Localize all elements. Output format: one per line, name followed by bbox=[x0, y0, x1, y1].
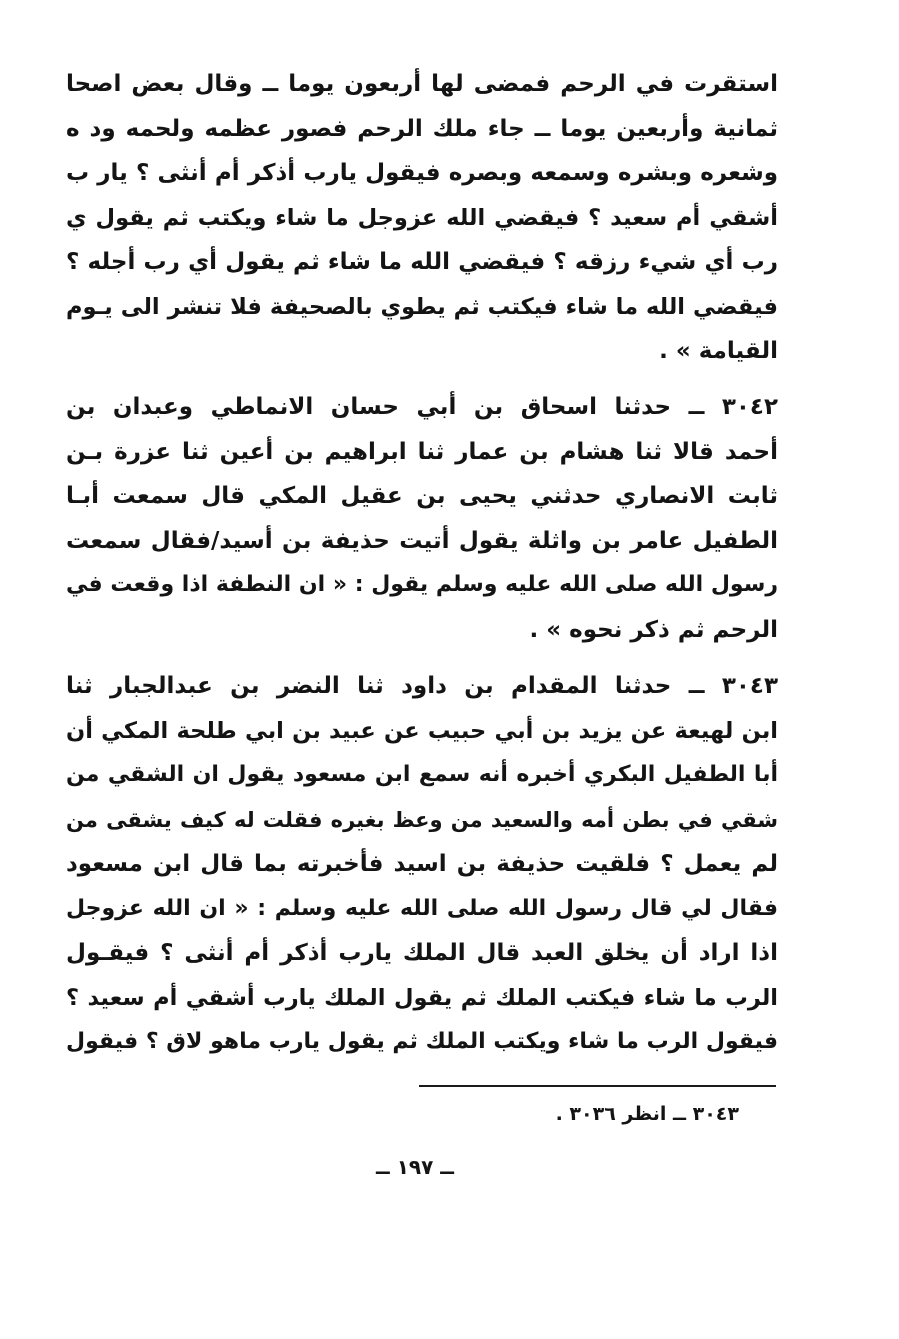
paragraph-1 bbox=[66, 62, 778, 374]
page-number: ــ ١٩٧ ــ bbox=[376, 1155, 454, 1179]
text-line: رب أي شيء رزقه ؟ فيقضي الله ما شاء ثم يقول أي رب أجله ؟ bbox=[66, 249, 778, 275]
text-line: ٣٠٤٢ ــ حدثنا اسحاق بن أبي حسان الانماطي وعبدان بن bbox=[66, 394, 778, 420]
hadith-3042 bbox=[66, 385, 778, 652]
footnote-divider bbox=[419, 1085, 776, 1087]
footnote: ٣٠٤٣ ــ انظر ٣٠٣٦ . bbox=[555, 1103, 739, 1125]
text-line: ثمانية وأربعين يوما ــ جاء ملك الرحم فصور عظمه ولحمه ود ه bbox=[66, 115, 778, 142]
text-line: لم يعمل ؟ فلقيت حذيفة بن اسيد فأخبرته بما قال ابن مسعود bbox=[66, 851, 778, 877]
text-line: ابن لهيعة عن يزيد بن أبي حبيب عن عبيد بن ابي طلحة المكي أن bbox=[66, 717, 778, 744]
text-line: أحمد قالا ثنا هشام بن عمار ثنا ابراهيم بن أعين ثنا عزرة بـن bbox=[66, 438, 778, 465]
text-line: وشعره وبشره وسمعه وبصره فيقول يارب أذكر أم أنثى ؟ يار ب bbox=[66, 160, 778, 186]
text-line: الطفيل عامر بن واثلة يقول أتيت حذيفة بن أسيد/فقال سمعت bbox=[66, 527, 778, 554]
text-line: اذا اراد أن يخلق العبد قال الملك يارب أذكر أم أنثى ؟ فيقـول bbox=[66, 940, 778, 966]
text-line: أشقي أم سعيد ؟ فيقضي الله عزوجل ما شاء ويكتب ثم يقول ي bbox=[66, 204, 778, 231]
hadith-3043 bbox=[66, 664, 778, 1065]
text-line: الرحم ثم ذكر نحوه » . bbox=[529, 616, 778, 643]
text-line: فيقول الرب ما شاء ويكتب الملك ثم يقول يارب ماهو لاق ؟ فيقول bbox=[66, 1029, 778, 1054]
text-line: أبا الطفيل البكري أخبره أنه سمع ابن مسعود يقول ان الشقي من bbox=[66, 762, 778, 787]
text-line: استقرت في الرحم فمضى لها أربعون يوما ــ وقال بعض اصحا bbox=[66, 71, 778, 97]
text-line: رسول الله صلى الله عليه وسلم يقول : « ان النطفة اذا وقعت في bbox=[66, 572, 778, 597]
text-line: فيقضي الله ما شاء فيكتب ثم يطوي بالصحيفة فلا تنشر الى يـوم bbox=[66, 293, 778, 320]
text-line: شقي في بطن أمه والسعيد من وعظ بغيره فقلت له كيف يشقى من bbox=[66, 807, 778, 832]
text-line: ٣٠٤٣ ــ حدثنا المقدام بن داود ثنا النضر بن عبدالجبار ثنا bbox=[66, 673, 778, 699]
text-line: ثابت الانصاري حدثني يحيى بن عقيل المكي قال سمعت أبـا bbox=[66, 483, 778, 509]
text-line: القيامة » . bbox=[659, 338, 778, 364]
text-line: فقال لي قال رسول الله صلى الله عليه وسلم : « ان الله عزوجل bbox=[66, 895, 778, 921]
text-line: الرب ما شاء فيكتب الملك ثم يقول الملك يارب أشقي أم سعيد ؟ bbox=[66, 984, 778, 1011]
